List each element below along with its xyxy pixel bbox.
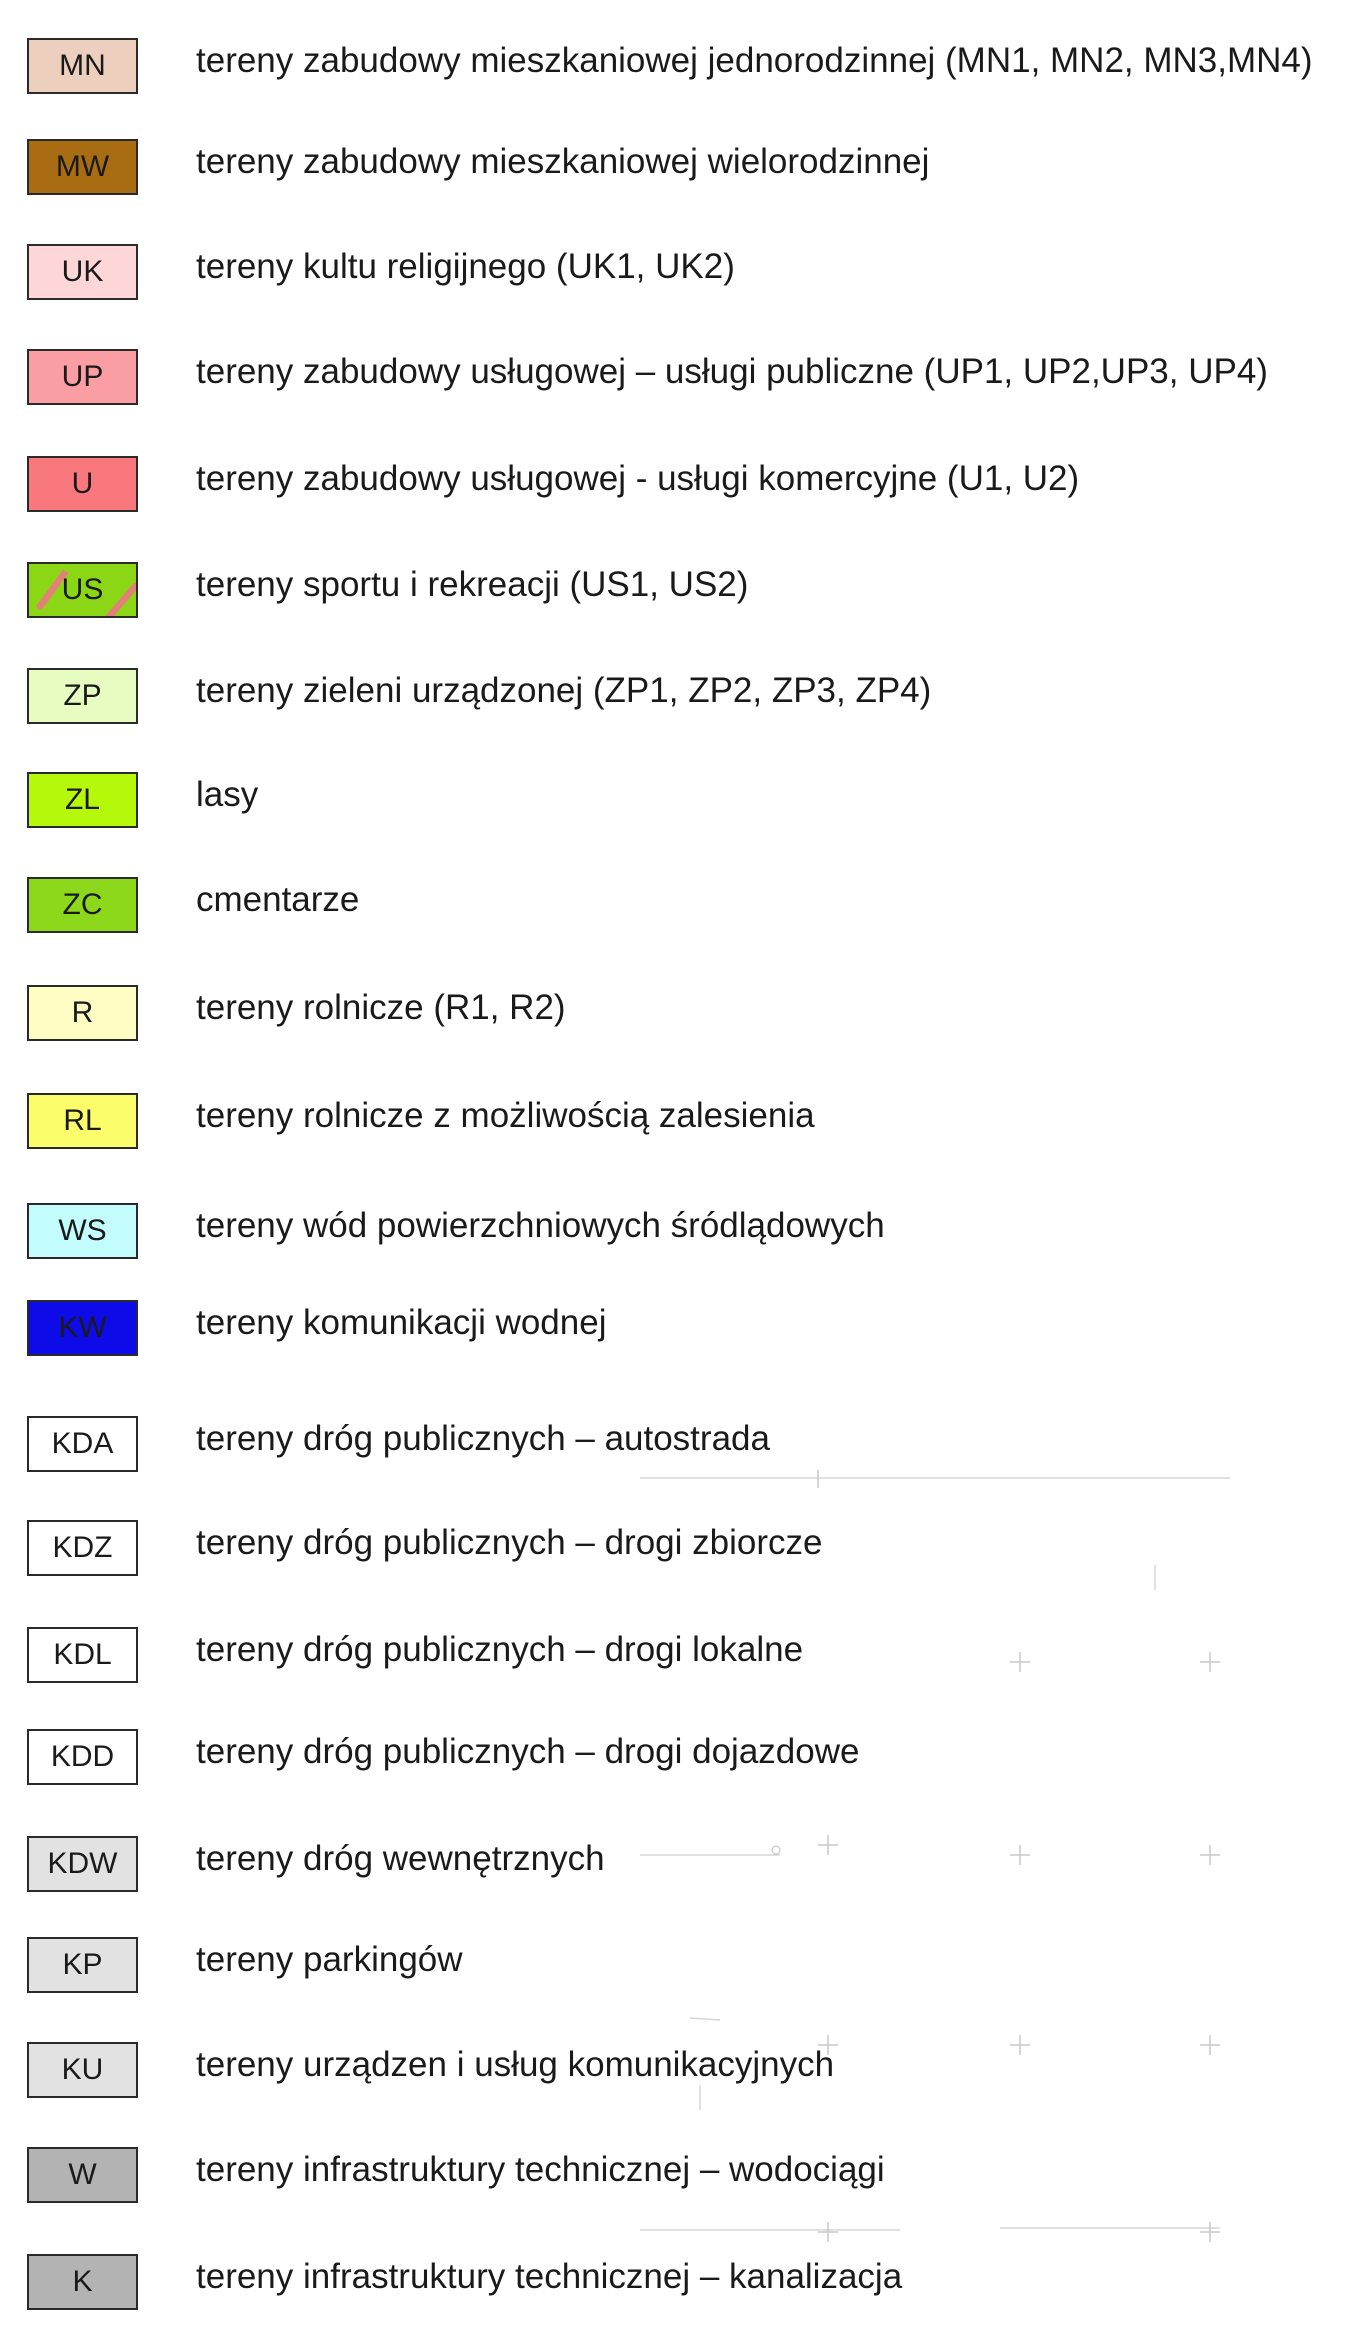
legend-swatch-uk <box>27 244 138 300</box>
legend-item-kda <box>0 1416 1352 1476</box>
legend-item-mw <box>0 139 1352 199</box>
legend-code: K <box>72 2265 93 2298</box>
legend-swatch-rl <box>27 1093 138 1149</box>
legend-label: tereny dróg wewnętrznych <box>196 1839 605 1878</box>
legend-label: tereny infrastruktury technicznej – wodociągi <box>196 2150 885 2189</box>
legend-code: UK <box>61 255 104 288</box>
legend-label: tereny wód powierzchniowych śródlądowych <box>196 1206 885 1245</box>
legend-code: MW <box>55 150 110 183</box>
legend-swatch-kdd <box>27 1729 138 1785</box>
legend-swatch-kdz <box>27 1520 138 1576</box>
legend-item-kdl <box>0 1627 1352 1687</box>
legend-code: KDL <box>53 1638 112 1671</box>
legend-item-kw <box>0 1300 1352 1360</box>
legend-swatch-r <box>27 985 138 1041</box>
legend-swatch-w <box>27 2147 138 2203</box>
legend-label: tereny urządzen i usług komunikacyjnych <box>196 2045 835 2084</box>
legend-code: RL <box>63 1104 102 1137</box>
legend-code: W <box>68 2158 97 2191</box>
legend-item-ws <box>0 1203 1352 1263</box>
legend-item-kdw <box>0 1836 1352 1896</box>
legend-item-uk <box>0 244 1352 304</box>
legend-item-zc <box>0 877 1352 937</box>
legend-swatch-kp <box>27 1937 138 1993</box>
legend-item-zp <box>0 668 1352 728</box>
legend-item-w <box>0 2147 1352 2207</box>
legend-code: KDW <box>47 1847 118 1880</box>
legend-code: KDD <box>50 1740 115 1773</box>
legend-code: R <box>71 996 94 1029</box>
legend-label: tereny kultu religijnego (UK1, UK2) <box>196 247 735 286</box>
legend-label: tereny dróg publicznych – drogi dojazdowe <box>196 1732 860 1771</box>
legend-label: tereny dróg publicznych – drogi lokalne <box>196 1630 804 1669</box>
legend-item-kdd <box>0 1729 1352 1789</box>
legend-swatch-ws <box>27 1203 138 1259</box>
legend-item-ku <box>0 2042 1352 2102</box>
legend-code: WS <box>58 1214 107 1247</box>
legend-label: cmentarze <box>196 880 360 919</box>
legend-swatch-kdw <box>27 1836 138 1892</box>
legend-code: KDA <box>51 1427 114 1460</box>
legend-swatch-k <box>27 2254 138 2310</box>
legend-label: tereny rolnicze z możliwością zalesienia <box>196 1096 815 1135</box>
legend-swatch-u <box>27 456 138 512</box>
legend-item-up <box>0 349 1352 409</box>
legend-swatch-zp <box>27 668 138 724</box>
legend-label: tereny zabudowy mieszkaniowej wielorodzinnej <box>196 142 930 181</box>
legend-label: tereny zabudowy mieszkaniowej jednorodzinnej (MN1, MN2, MN3,MN4) <box>196 41 1313 80</box>
legend-code: KDZ <box>52 1531 113 1564</box>
legend-label: tereny dróg publicznych – drogi zbiorcze <box>196 1523 823 1562</box>
legend-item-u <box>0 456 1352 516</box>
legend-item-rl <box>0 1093 1352 1153</box>
legend-code: KW <box>58 1311 107 1344</box>
legend-label: tereny sportu i rekreacji (US1, US2) <box>196 565 749 604</box>
legend-item-k <box>0 2254 1352 2314</box>
legend-code: ZL <box>64 783 100 816</box>
legend-code: KP <box>62 1948 103 1981</box>
legend-label: tereny zabudowy usługowej – usługi publiczne (UP1, UP2,UP3, UP4) <box>196 352 1268 391</box>
legend-swatch-kdl <box>27 1627 138 1683</box>
legend-swatch-us <box>27 562 138 618</box>
legend-code: ZP <box>63 679 102 712</box>
legend-item-kdz <box>0 1520 1352 1580</box>
legend-swatch-zc <box>27 877 138 933</box>
legend-label: tereny dróg publicznych – autostrada <box>196 1419 770 1458</box>
legend-swatch-kw <box>27 1300 138 1356</box>
legend-item-us <box>0 562 1352 622</box>
legend-code: UP <box>61 360 104 393</box>
legend-label: lasy <box>196 775 259 814</box>
legend-item-kp <box>0 1937 1352 1997</box>
legend-code: ZC <box>62 888 103 921</box>
legend-label: tereny zieleni urządzonej (ZP1, ZP2, ZP3, ZP4) <box>196 671 932 710</box>
legend-code: MN <box>59 49 106 82</box>
legend-swatch-mn <box>27 38 138 94</box>
legend-swatch-kda <box>27 1416 138 1472</box>
legend-swatch-zl <box>27 772 138 828</box>
legend-item-r <box>0 985 1352 1045</box>
legend-item-zl <box>0 772 1352 832</box>
legend-item-mn <box>0 38 1352 98</box>
legend-label: tereny parkingów <box>196 1940 463 1979</box>
legend-label: tereny infrastruktury technicznej – kanalizacja <box>196 2257 903 2296</box>
legend-code: KU <box>61 2053 104 2086</box>
legend-swatch-mw <box>27 139 138 195</box>
legend-code: US <box>61 573 104 606</box>
legend-swatch-ku <box>27 2042 138 2098</box>
legend-label: tereny rolnicze (R1, R2) <box>196 988 566 1027</box>
legend-label: tereny zabudowy usługowej - usługi komercyjne (U1, U2) <box>196 459 1080 498</box>
legend-swatch-up <box>27 349 138 405</box>
legend-code: U <box>71 467 94 500</box>
legend-label: tereny komunikacji wodnej <box>196 1303 607 1342</box>
